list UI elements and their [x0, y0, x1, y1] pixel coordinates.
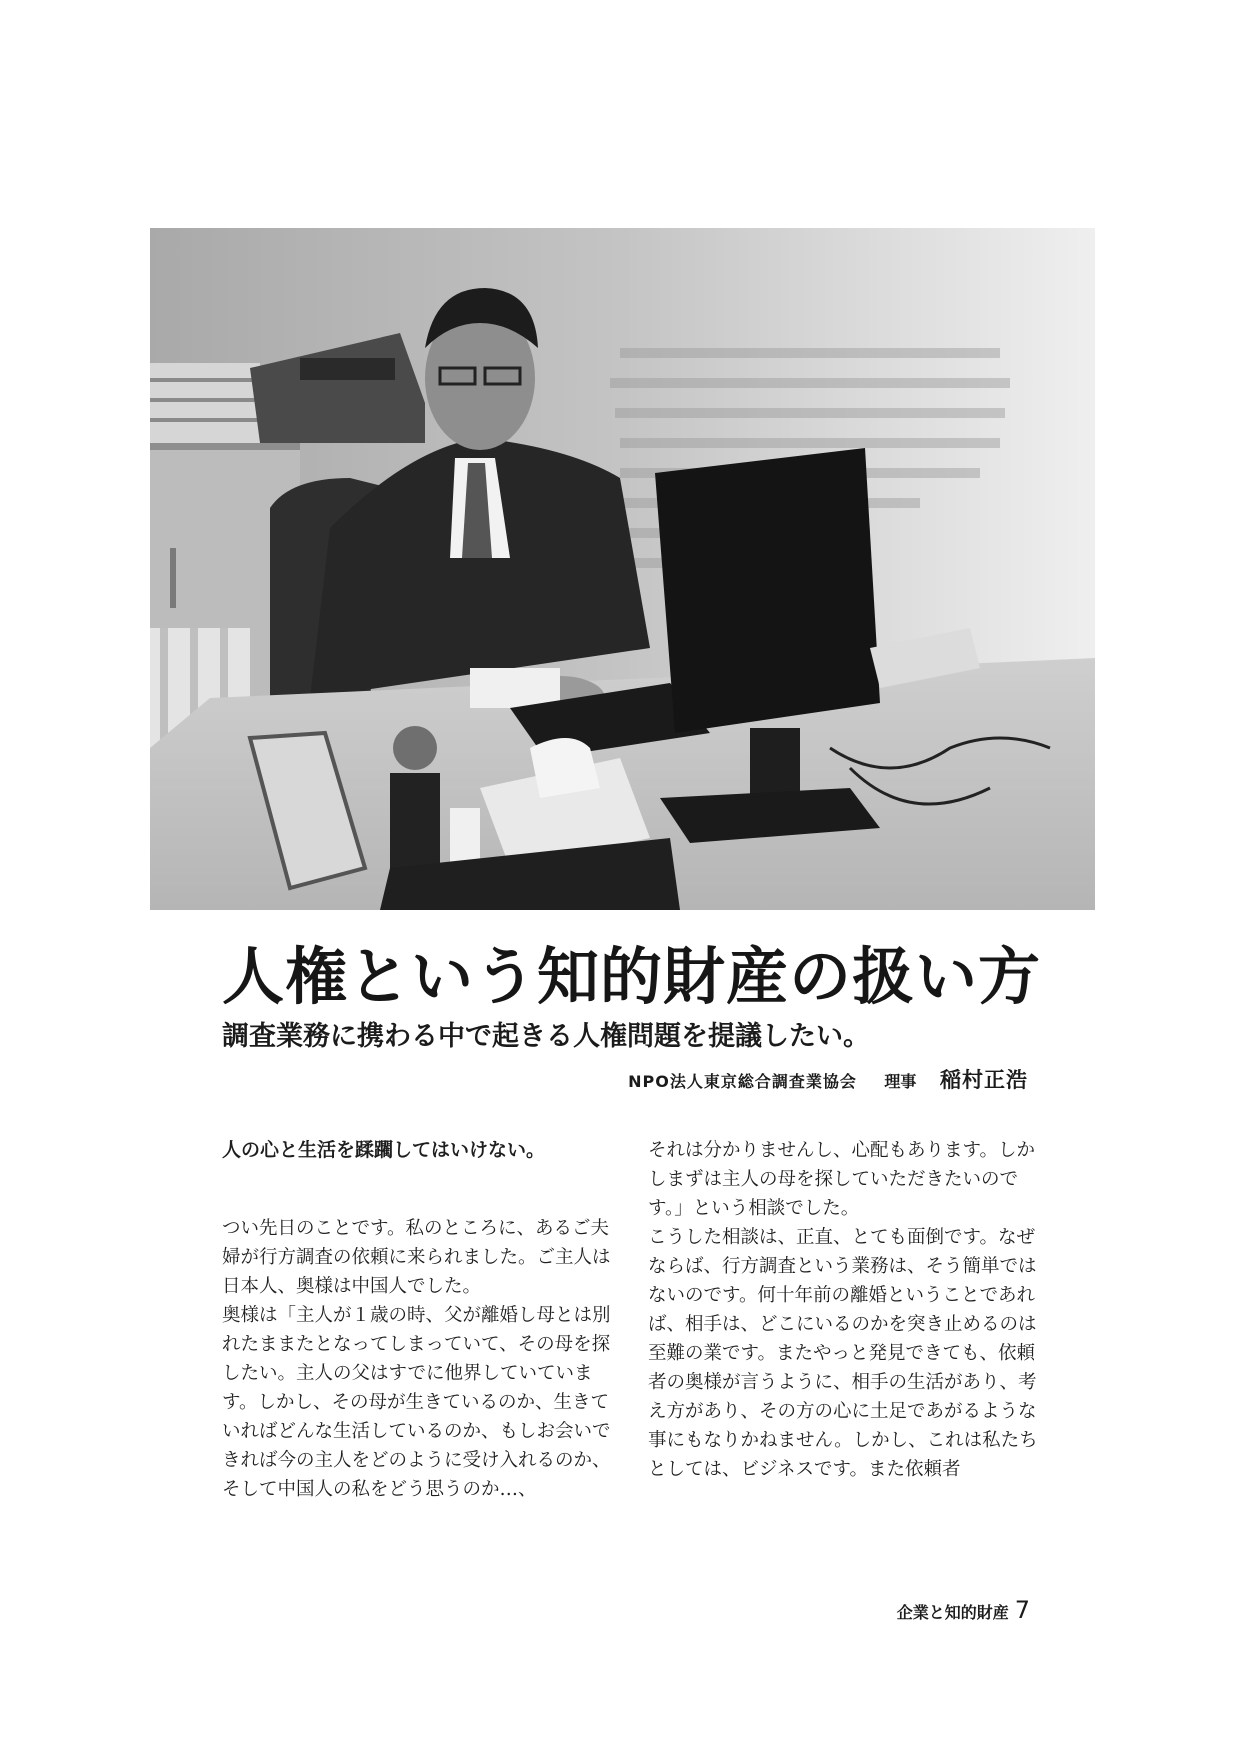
- body-paragraph: こうした相談は、正直、とても面倒です。なぜならば、行方調査という業務は、そう簡単ではないのです。何十年前の離婚ということであれば、相手は、どこにいるのかを突き止めるのは至難の業です。またやっと発見できても、依頼者の奥様が言うように、相手の生活があり、考え方があり、その方の心に土足であがるような事にもなりかねません。しかし、これは私たちとしては、ビジネスです。また依頼者: [648, 1227, 1038, 1480]
- page-footer: [897, 1596, 1030, 1624]
- office-photo-illustration: [150, 228, 1095, 910]
- page-number: 7: [1014, 1596, 1030, 1624]
- body-paragraph: それは分かりませんし、心配もあります。しかしまずは主人の母を探していただきたいのです。」という相談でした。: [648, 1140, 1036, 1219]
- byline-organization: NPO法人東京総合調査業協会: [628, 1072, 857, 1091]
- byline-role: 理事: [884, 1072, 917, 1091]
- body-column-left: [222, 1136, 617, 1504]
- magazine-name: 企業と知的財産: [896, 1603, 1009, 1622]
- article-subtitle: 調査業務に携わる中で起きる人権問題を提議したい。: [222, 1021, 870, 1052]
- article-title: 人権という知的財産の扱い方: [222, 940, 1042, 1013]
- body-paragraph: 奥様は「主人が１歳の時、父が離婚し母とは別れたままたとなってしまっていて、その母を探したい。主人の父はすでに他界していています。しかし、その母が生きているのか、生きていればどんな生活しているのか、もしお会いできれば今の主人をどのように受け入れるのか、そして中国人の私をどう思うのか…、: [222, 1305, 611, 1500]
- body-column-right: [648, 1136, 1043, 1484]
- byline: [628, 1064, 1028, 1094]
- article-photo: [150, 228, 1095, 910]
- section-heading: 人の心と生活を蹂躙してはいけない。: [222, 1139, 546, 1161]
- byline-author-name: 稲村正浩: [940, 1068, 1028, 1092]
- body-paragraph: つい先日のことです。私のところに、あるご夫婦が行方調査の依頼に来られました。ご主人は日本人、奥様は中国人でした。: [222, 1218, 611, 1297]
